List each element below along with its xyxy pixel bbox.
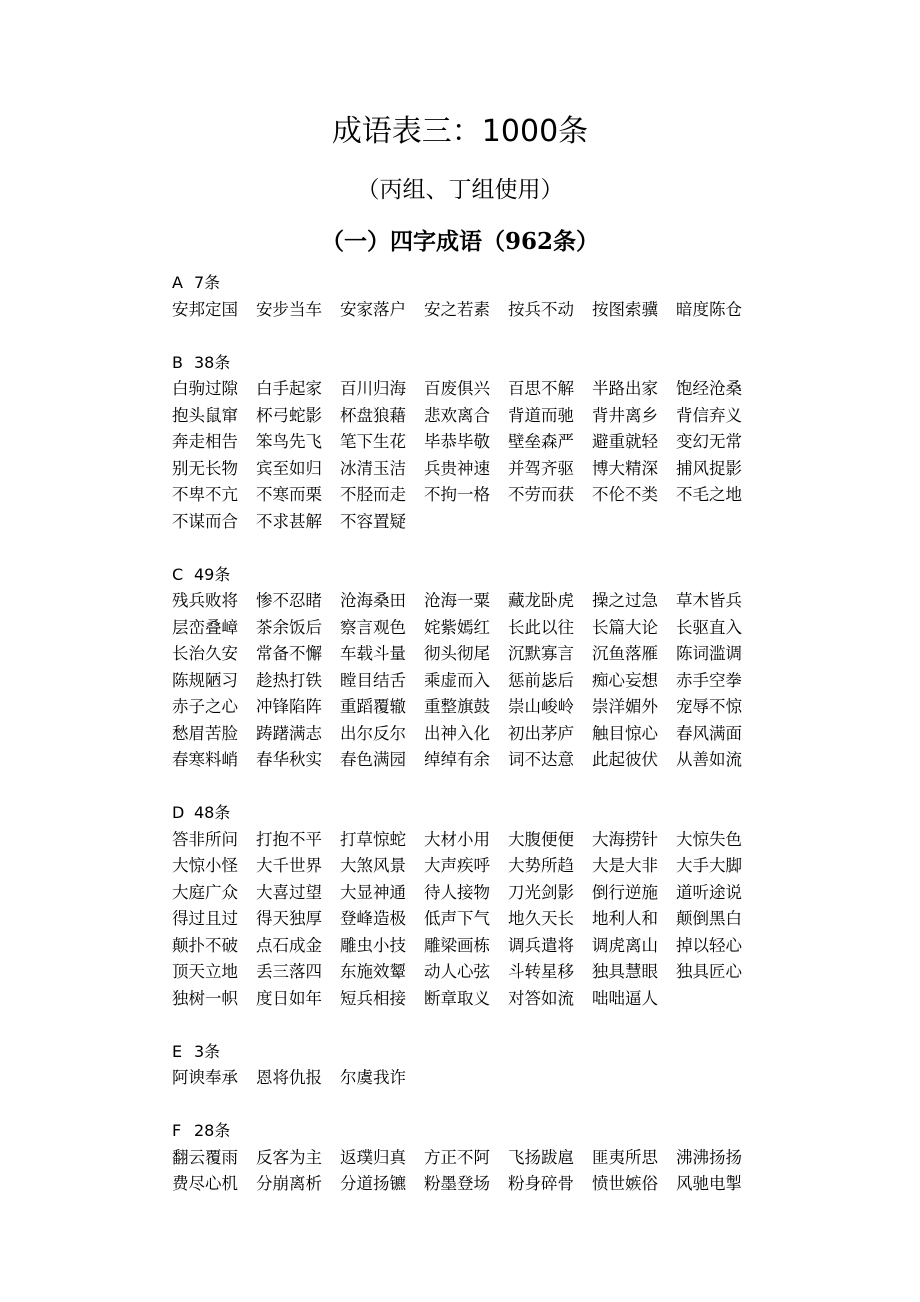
group-letter: A xyxy=(172,273,183,292)
idiom-entry: 操之过急 xyxy=(592,591,658,610)
idiom-entry: 大煞风景 xyxy=(340,856,406,875)
idiom-entry: 掉以轻心 xyxy=(676,935,742,955)
idiom-entry: 尔虞我诈 xyxy=(340,1068,406,1087)
idiom-entry: 白手起家 xyxy=(256,379,322,398)
group-header xyxy=(172,562,772,589)
idiom-entry: 长篇大论 xyxy=(592,617,658,637)
group-header xyxy=(172,1039,772,1066)
idiom-entry: 变幻无常 xyxy=(676,432,742,451)
idiom-entry: 从善如流 xyxy=(676,750,742,769)
idiom-entry: 沧海一粟 xyxy=(424,591,490,610)
idiom-entry: 触目惊心 xyxy=(592,723,658,743)
idiom-entry: 杯盘狼藉 xyxy=(340,405,406,425)
idiom-entry: 飞扬跋扈 xyxy=(508,1147,574,1167)
idiom-entry: 安之若素 xyxy=(424,299,490,319)
group-count: 49条 xyxy=(194,564,231,584)
idiom-entry: 返璞归真 xyxy=(340,1147,406,1167)
idiom-entry: 春风满面 xyxy=(676,723,742,743)
idiom-entry: 残兵败将 xyxy=(172,591,238,610)
idiom-entry: 点石成金 xyxy=(256,935,322,955)
idiom-entry: 粉身碎骨 xyxy=(508,1174,574,1193)
group-letter: D xyxy=(172,803,185,822)
group-letter: F xyxy=(172,1121,182,1140)
idiom-entry: 惨不忍睹 xyxy=(256,591,322,610)
idiom-entry: 沧海桑田 xyxy=(340,591,406,610)
idiom-entry: 毕恭毕敬 xyxy=(424,432,490,451)
idiom-entry: 出尔反尔 xyxy=(340,723,406,743)
idiom-entry: 愤世嫉俗 xyxy=(592,1174,658,1193)
idiom-entry: 春寒料峭 xyxy=(172,750,238,769)
idiom-entry: 大千世界 xyxy=(256,856,322,875)
group-letter: E xyxy=(172,1041,183,1061)
idiom-entry: 奔走相告 xyxy=(172,432,238,451)
group-count: 3条 xyxy=(194,1041,221,1061)
document-title: 成语表三：1000条 xyxy=(331,114,589,149)
idiom-entry: 斗转星移 xyxy=(508,962,574,981)
idiom-entry: 崇山峻岭 xyxy=(508,697,574,716)
idiom-entry: 不寒而栗 xyxy=(256,485,322,504)
idiom-entry: 安邦定国 xyxy=(172,299,238,319)
idiom-entry: 长治久安 xyxy=(172,644,238,663)
group-count: 48条 xyxy=(194,803,231,822)
idiom-entry: 白驹过隙 xyxy=(172,379,238,398)
idiom-entry: 度日如年 xyxy=(256,988,322,1008)
idiom-group-c xyxy=(172,562,772,774)
idiom-entry: 对答如流 xyxy=(508,988,574,1008)
idiom-entry: 不卑不亢 xyxy=(172,485,238,504)
idiom-entry: 不容置疑 xyxy=(340,511,406,531)
idiom-entry: 百废俱兴 xyxy=(424,379,490,398)
idiom-entry: 咄咄逼人 xyxy=(592,988,658,1008)
idiom-entry: 冲锋陷阵 xyxy=(256,697,322,716)
idiom-entry: 长驱直入 xyxy=(676,617,742,637)
idiom-entry: 壁垒森严 xyxy=(508,432,574,451)
idiom-grid xyxy=(172,1145,772,1198)
idiom-entry: 不求甚解 xyxy=(256,511,322,531)
idiom-entry: 顶天立地 xyxy=(172,962,238,981)
idiom-entry: 宠辱不惊 xyxy=(676,697,742,716)
idiom-entry: 绰绰有余 xyxy=(424,750,490,769)
idiom-entry: 道听途说 xyxy=(676,882,742,902)
idiom-grid xyxy=(172,297,772,324)
idiom-entry: 杯弓蛇影 xyxy=(256,405,322,425)
idiom-entry: 别无长物 xyxy=(172,458,238,478)
idiom-entry: 不毛之地 xyxy=(676,485,742,504)
idiom-entry: 抱头鼠窜 xyxy=(172,405,238,425)
idiom-entry: 不劳而获 xyxy=(508,485,574,504)
idiom-entry: 层峦叠嶂 xyxy=(172,617,238,637)
idiom-entry: 阿谀奉承 xyxy=(172,1068,238,1087)
idiom-entry: 得天独厚 xyxy=(256,909,322,928)
idiom-entry: 匪夷所思 xyxy=(592,1147,658,1167)
idiom-entry: 背道而驰 xyxy=(508,405,574,425)
idiom-entry: 重整旗鼓 xyxy=(424,697,490,716)
idiom-entry: 待人接物 xyxy=(424,882,490,902)
idiom-entry: 大手大脚 xyxy=(676,856,742,875)
idiom-entry: 翻云覆雨 xyxy=(172,1147,238,1167)
idiom-entry: 赤子之心 xyxy=(172,697,238,716)
idiom-entry: 藏龙卧虎 xyxy=(508,591,574,610)
idiom-entry: 得过且过 xyxy=(172,909,238,928)
idiom-entry: 赤手空拳 xyxy=(676,670,742,690)
idiom-entry: 百思不解 xyxy=(508,379,574,398)
idiom-entry: 大惊小怪 xyxy=(172,856,238,875)
idiom-entry: 重蹈覆辙 xyxy=(340,697,406,716)
idiom-entry: 丢三落四 xyxy=(256,962,322,981)
group-header xyxy=(172,270,772,297)
idiom-entry: 沸沸扬扬 xyxy=(676,1147,742,1167)
group-letter: B xyxy=(172,352,183,372)
idiom-entry: 大是大非 xyxy=(592,856,658,875)
idiom-group-e xyxy=(172,1039,772,1092)
idiom-entry: 按图索骥 xyxy=(592,299,658,319)
idiom-grid xyxy=(172,376,772,535)
idiom-entry: 惩前毖后 xyxy=(508,670,574,690)
idiom-entry: 兵贵神速 xyxy=(424,458,490,478)
idiom-entry: 车载斗量 xyxy=(340,644,406,663)
section-heading: （一）四字成语（962条） xyxy=(320,228,599,255)
idiom-entry: 乘虚而入 xyxy=(424,670,490,690)
group-header xyxy=(172,350,772,377)
idiom-entry: 雕虫小技 xyxy=(340,935,406,955)
idiom-entry: 大惊失色 xyxy=(676,829,742,849)
idiom-entry: 风驰电掣 xyxy=(676,1174,742,1193)
idiom-entry: 断章取义 xyxy=(424,988,490,1008)
idiom-entry: 崇洋媚外 xyxy=(592,697,658,716)
idiom-entry: 笔下生花 xyxy=(340,432,406,451)
idiom-entry: 分崩离析 xyxy=(256,1174,322,1193)
idiom-entry: 颠倒黑白 xyxy=(676,909,742,928)
idiom-entry: 察言观色 xyxy=(340,617,406,637)
idiom-entry: 大声疾呼 xyxy=(424,856,490,875)
idiom-entry: 陈词滥调 xyxy=(676,644,742,663)
idiom-entry: 冰清玉洁 xyxy=(340,458,406,478)
idiom-entry: 出神入化 xyxy=(424,723,490,743)
idiom-entry: 悲欢离合 xyxy=(424,405,490,425)
idiom-entry: 大显神通 xyxy=(340,882,406,902)
idiom-entry: 答非所问 xyxy=(172,829,238,849)
idiom-entry: 反客为主 xyxy=(256,1147,322,1167)
idiom-entry: 姹紫嫣红 xyxy=(424,617,490,637)
idiom-entry: 地久天长 xyxy=(508,909,574,928)
idiom-entry: 大喜过望 xyxy=(256,882,322,902)
idiom-entry: 低声下气 xyxy=(424,909,490,928)
idiom-entry: 动人心弦 xyxy=(424,962,490,981)
idiom-entry: 大势所趋 xyxy=(508,856,574,875)
idiom-entry: 饱经沧桑 xyxy=(676,379,742,398)
group-header xyxy=(172,1118,772,1145)
idiom-entry: 背井离乡 xyxy=(592,405,658,425)
idiom-grid xyxy=(172,827,772,1013)
idiom-entry: 登峰造极 xyxy=(340,909,406,928)
idiom-entry: 大庭广众 xyxy=(172,882,238,902)
idiom-entry: 打草惊蛇 xyxy=(340,829,406,849)
idiom-entry: 费尽心机 xyxy=(172,1174,238,1193)
idiom-entry: 不拘一格 xyxy=(424,485,490,504)
idiom-entry: 捕风捉影 xyxy=(676,458,742,478)
idiom-entry: 茶余饭后 xyxy=(256,617,322,637)
idiom-entry: 春色满园 xyxy=(340,750,406,769)
group-count: 38条 xyxy=(194,352,231,372)
idiom-entry: 倒行逆施 xyxy=(592,882,658,902)
idiom-entry: 恩将仇报 xyxy=(256,1068,322,1087)
idiom-entry: 不伦不类 xyxy=(592,485,658,504)
idiom-entry: 刀光剑影 xyxy=(508,882,574,902)
idiom-entry: 大腹便便 xyxy=(508,829,574,849)
idiom-entry: 沉鱼落雁 xyxy=(592,644,658,663)
idiom-group-f xyxy=(172,1118,772,1198)
idiom-entry: 调虎离山 xyxy=(592,935,658,955)
idiom-entry: 初出茅庐 xyxy=(508,723,574,743)
idiom-entry: 独具匠心 xyxy=(676,962,742,981)
idiom-entry: 大海捞针 xyxy=(592,829,658,849)
idiom-entry: 大材小用 xyxy=(424,829,490,849)
idiom-entry: 趁热打铁 xyxy=(256,670,322,690)
idiom-entry: 草木皆兵 xyxy=(676,591,742,610)
idiom-entry: 雕梁画栋 xyxy=(424,935,490,955)
idiom-entry: 沉默寡言 xyxy=(508,644,574,663)
idiom-entry: 踌躇满志 xyxy=(256,723,322,743)
idiom-entry: 春华秋实 xyxy=(256,750,322,769)
idiom-entry: 颠扑不破 xyxy=(172,935,238,955)
idiom-entry: 避重就轻 xyxy=(592,432,658,451)
idiom-entry: 方正不阿 xyxy=(424,1147,490,1167)
idiom-entry: 调兵遣将 xyxy=(508,935,574,955)
idiom-entry: 此起彼伏 xyxy=(592,750,658,769)
idiom-entry: 安步当车 xyxy=(256,299,322,319)
idiom-entry: 词不达意 xyxy=(508,750,574,769)
idiom-entry: 长此以往 xyxy=(508,617,574,637)
group-count: 7条 xyxy=(194,273,221,292)
idiom-entry: 背信弃义 xyxy=(676,405,742,425)
idiom-entry: 陈规陋习 xyxy=(172,670,238,690)
group-header xyxy=(172,800,772,827)
idiom-entry: 暗度陈仓 xyxy=(676,299,742,319)
idiom-group-d xyxy=(172,800,772,1012)
idiom-entry: 愁眉苦脸 xyxy=(172,723,238,743)
idiom-entry: 百川归海 xyxy=(340,379,406,398)
idiom-entry: 彻头彻尾 xyxy=(424,644,490,663)
idiom-entry: 按兵不动 xyxy=(508,299,574,319)
idiom-entry: 常备不懈 xyxy=(256,644,322,663)
idiom-entry: 打抱不平 xyxy=(256,829,322,849)
idiom-entry: 不谋而合 xyxy=(172,511,238,531)
idiom-entry: 地利人和 xyxy=(592,909,658,928)
group-count: 28条 xyxy=(194,1121,231,1140)
idiom-entry: 宾至如归 xyxy=(256,458,322,478)
idiom-entry: 独具慧眼 xyxy=(592,962,658,981)
idiom-entry: 独树一帜 xyxy=(172,988,238,1008)
idiom-group-a xyxy=(172,270,772,323)
idiom-group-b xyxy=(172,350,772,536)
idiom-list xyxy=(172,270,772,1224)
document-subtitle: （丙组、丁组使用） xyxy=(356,177,564,203)
idiom-entry: 不胫而走 xyxy=(340,485,406,504)
idiom-grid xyxy=(172,588,772,774)
idiom-entry: 笨鸟先飞 xyxy=(256,432,322,451)
idiom-entry: 并驾齐驱 xyxy=(508,458,574,478)
idiom-entry: 安家落户 xyxy=(340,299,406,319)
idiom-entry: 瞠目结舌 xyxy=(340,670,406,690)
idiom-entry: 博大精深 xyxy=(592,458,658,478)
idiom-entry: 粉墨登场 xyxy=(424,1174,490,1193)
group-letter: C xyxy=(172,564,184,584)
idiom-entry: 东施效颦 xyxy=(340,962,406,981)
idiom-entry: 短兵相接 xyxy=(340,988,406,1008)
idiom-entry: 痴心妄想 xyxy=(592,670,658,690)
idiom-entry: 分道扬镳 xyxy=(340,1174,406,1193)
idiom-grid xyxy=(172,1065,772,1092)
idiom-entry: 半路出家 xyxy=(592,379,658,398)
